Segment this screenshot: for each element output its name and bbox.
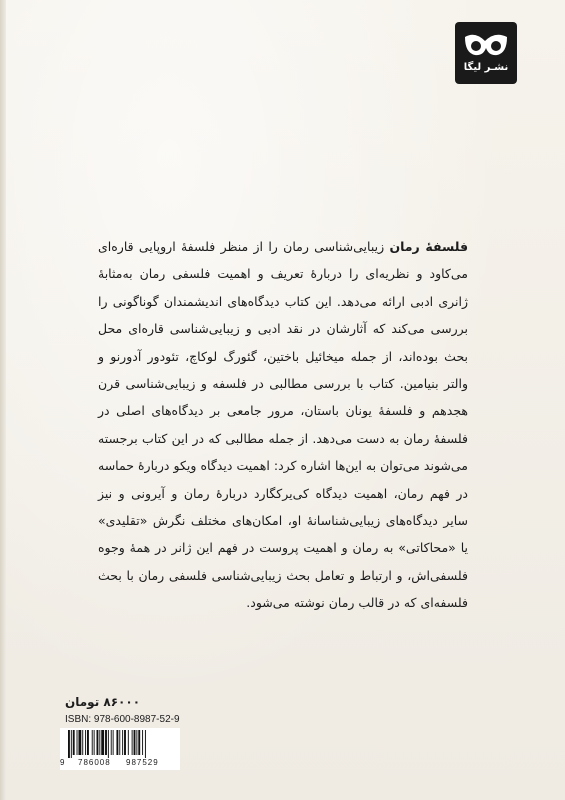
barcode-bar	[142, 730, 143, 755]
spine-edge	[0, 0, 6, 800]
barcode-bar	[82, 730, 83, 755]
book-title: فلسفهٔ رمان	[389, 239, 469, 254]
publisher-name: نشـر لیگا	[463, 62, 509, 73]
barcode-bar	[68, 730, 70, 758]
barcode-bar	[124, 730, 126, 755]
barcode-bar	[119, 730, 120, 755]
barcode-bar	[108, 730, 109, 758]
barcode-bar	[77, 730, 78, 755]
barcode-bar	[134, 730, 136, 755]
book-description	[98, 233, 468, 617]
barcode-bar	[105, 730, 107, 755]
barcode-bar	[138, 730, 140, 755]
owl-eyes-icon	[463, 33, 509, 59]
barcode-first-digit: 9	[60, 758, 65, 767]
barcode-bar	[122, 730, 123, 755]
barcode-bar	[136, 730, 137, 755]
barcode-bar	[94, 730, 95, 755]
barcode-bar	[128, 730, 129, 755]
barcode-bar	[116, 730, 118, 755]
barcode-left-digits: 786008	[78, 758, 111, 767]
barcode-bar	[73, 730, 75, 755]
publisher-logo	[455, 22, 517, 84]
barcode-bar	[97, 730, 99, 755]
barcode-bar	[111, 730, 112, 755]
barcode-bar	[145, 730, 146, 758]
barcode-right-digits: 987529	[126, 758, 159, 767]
barcode-bar	[101, 730, 104, 755]
barcode-bar	[92, 730, 93, 755]
barcode-bar	[78, 730, 81, 755]
barcode-bar	[132, 730, 133, 755]
barcode-bars	[68, 730, 172, 758]
barcode	[60, 728, 180, 770]
barcode-bar	[87, 730, 89, 755]
barcode-bar	[71, 730, 72, 758]
description-body: زیبایی‌شناسی رمان را از منظر فلسفهٔ اروپایی قاره‌ای می‌کاود و نظریه‌ای را دربارهٔ تعریف و اهمیت فلسفی رمان به‌مثابهٔ ژانری ادبی ارائه می‌دهد. این کتاب دیدگاه‌های اندیشمندان گوناگونی را بررسی می‌کند که آثارشان در نقد ادبی و زیبایی‌شناسی قاره‌ای محل بحث بوده‌اند، از جمله میخائیل باختین، گئورگ لوکاچ، تئودور آدورنو و والتر بنیامین. کتاب با بررسی مطالبی در فلسفه و زیبایی‌شناسی قرن هجدهم و فلسفهٔ یونان باستان، مرور جامعی بر دیدگاه‌های اصلی در فلسفهٔ رمان به دست می‌دهد. از جمله مطالبی که در این کتاب برجسته می‌شوند می‌توان به این‌ها اشاره کرد: اهمیت دیدگاه ویکو دربارهٔ حماسه در فهم رمان، اهمیت دیدگاه کی‌یرکگارد دربارهٔ رمان و آیرونی و نیز سایر دیدگاه‌های زیبایی‌شناسانهٔ او، امکان‌های مختلف نگرش «تقلیدی» یا «محاکاتی» به رمان و اهمیت پروست در فهم این ژانر در همهٔ وجوه فلسفی‌اش، و ارتباط و تعامل بحث زیبایی‌شناسی فلسفی رمان با بحث فلسفه‌ای که در قالب رمان نوشته می‌شود.	[98, 239, 468, 611]
price-label: ۸۶۰۰۰ تومان	[65, 695, 141, 709]
isbn-label: ISBN: 978-600-8987-52-9	[65, 714, 180, 725]
barcode-bar	[85, 730, 86, 755]
barcode-bar	[113, 730, 114, 755]
barcode-bar	[99, 730, 100, 755]
